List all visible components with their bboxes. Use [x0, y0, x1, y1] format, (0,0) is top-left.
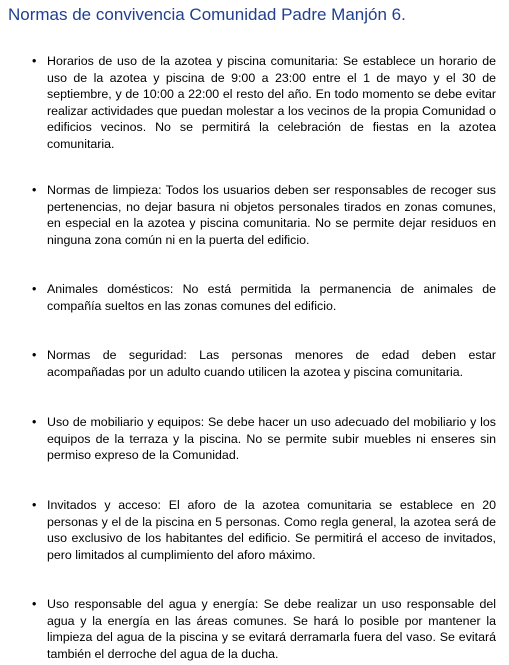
page-title: Normas de convivencia Comunidad Padre Manjón 6. [8, 5, 406, 24]
rule-text: Horarios de uso de la azotea y piscina comunitaria: Se establece un horario de uso de la azotea y piscina de 9:00 a 23:00 entre el 1 de mayo y el 30 de septiembre, y de 10:00 a 22:00 el resto del año. En todo momento se debe evitar realizar actividades que puedan molestar a los vecinos de la propia Comunidad o edificios vecinos. No se permitirá la celebración de fiestas en la azotea comunitaria. [47, 54, 496, 151]
rule-item-seguridad [26, 347, 496, 380]
bullet-icon: • [32, 498, 37, 512]
rule-text: Animales domésticos: No está permitida la permanencia de animales de compañía sueltos en las zonas comunes del edificio. [47, 282, 496, 313]
rule-item-limpieza [26, 182, 496, 248]
bullet-icon: • [32, 183, 37, 197]
bullet-icon: • [32, 54, 37, 68]
rule-item-animales [26, 281, 496, 314]
rule-text: Uso de mobiliario y equipos: Se debe hacer un uso adecuado del mobiliario y los equipos de la terraza y la piscina. No se permite subir muebles ni enseres sin permiso expreso de la Comunidad. [47, 415, 496, 463]
bullet-icon: • [32, 415, 37, 429]
bullet-icon: • [32, 348, 37, 362]
rule-item-invitados [26, 497, 496, 563]
bullet-icon: • [32, 282, 37, 296]
rule-text: Uso responsable del agua y energía: Se debe realizar un uso responsable del agua y la energía en las áreas comunes. Se hará lo posible por mantener la limpieza del agua de la piscina y se evitará derramarla fuera del vaso. Se evitará también el derroche del agua de la ducha. [47, 597, 496, 661]
rule-item-horarios [26, 53, 496, 153]
rule-text: Invitados y acceso: El aforo de la azotea comunitaria se establece en 20 personas y el de la piscina en 5 personas. Como regla general, la azotea será de uso exclusivo de los habitantes del edificio. Se permitirá el acceso de invitados, pero limitados al cumplimiento del aforo máximo. [47, 498, 496, 562]
rule-text: Normas de limpieza: Todos los usuarios deben ser responsables de recoger sus pertenencias, no dejar basura ni objetos personales tirados en zonas comunes, en especial en la azotea y piscina comunitaria. No se permite dejar residuos en ninguna zona común ni en la puerta del edificio. [47, 183, 496, 247]
rule-item-mobiliario [26, 414, 496, 464]
bullet-icon: • [32, 597, 37, 611]
rule-text: Normas de seguridad: Las personas menores de edad deben estar acompañadas por un adulto cuando utilicen la azotea y piscina comunitaria. [47, 348, 496, 379]
rule-item-agua-energia [26, 596, 496, 662]
